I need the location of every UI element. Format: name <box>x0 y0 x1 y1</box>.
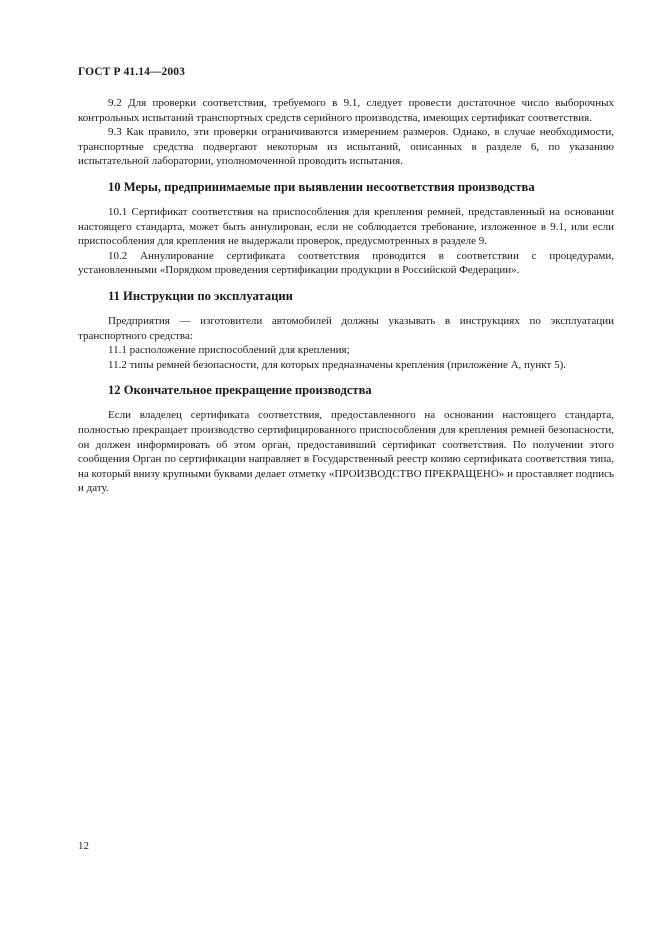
document-body <box>78 96 614 496</box>
section-10-title: 10 Меры, предпринимаемые при выявлении несоответствия производства <box>108 179 535 194</box>
paragraph-9-2: 9.2 Для проверки соответствия, требуемого в 9.1, следует провести достаточное число выборочных контрольных испытаний транспортных средств серийного производства, имеющих сертификат соответствия. <box>78 97 614 124</box>
page-number: 12 <box>78 840 89 852</box>
paragraph-11-intro: Предприятия — изготовители автомобилей должны указывать в инструкциях по эксплуатации транспортного средства: <box>78 314 614 342</box>
list-item-11-2: 11.2 типы ремней безопасности, для которых предназначены крепления (приложение А, пункт 5). <box>108 358 566 371</box>
section-11-title: 11 Инструкции по эксплуатации <box>108 288 293 303</box>
paragraph-10-2: 10.2 Аннулирование сертификата соответствия проводится в соответствии с процедурами, установленными «Порядком проведения сертификации продукции в Российской Федерации». <box>78 249 614 277</box>
paragraph-12: Если владелец сертификата соответствия, предоставленного на основании настоящего стандарта, полностью прекращает производство сертифицированного приспособления для крепления ремней безопасности, он должен информировать об этом орган, предоставивший сертификат соответствия. По получении этого сообщения Орган по сертификации направляет в Государственный реестр копию сертификата соответствия типа, на который внизу крупными буквами делает отметку «ПРОИЗВОДСТВО ПРЕКРАЩЕНО» и проставляет подпись и дату. <box>78 409 614 495</box>
paragraph-10-1: 10.1 Сертификат соответствия на приспособления для крепления ремней, представленный на основании настоящего стандарта, может быть аннулирован, если не соблюдается требование, изложенное в 9.1, или если приспособления для крепления не выдержали проверок, предусмотренных в разделе 9. <box>78 205 614 248</box>
list-item-11-1: 11.1 расположение приспособлений для крепления; <box>108 344 350 357</box>
section-12-title: 12 Окончательное прекращение производства <box>108 383 372 398</box>
document-header: ГОСТ Р 41.14—2003 <box>78 66 185 78</box>
paragraph-9-3: 9.3 Как правило, эти проверки ограничиваются измерением размеров. Однако, в случае необходимости, транспортные средства подвергают некоторым из испытаний, описанных в разделе 6, по указанию испытательной лаборатории, уполномоченной проводить испытания. <box>78 126 614 168</box>
